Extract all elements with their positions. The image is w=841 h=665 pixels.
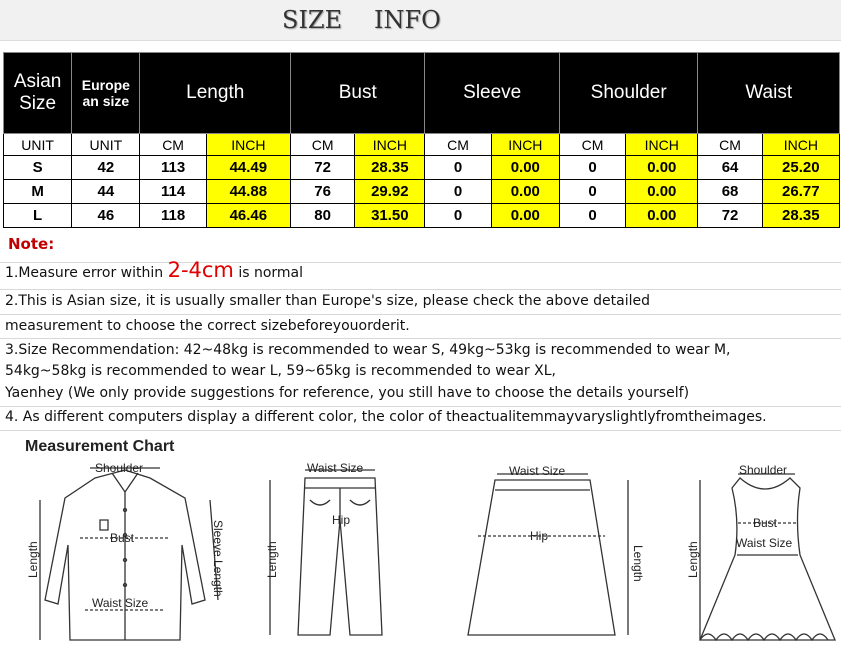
- cell: 80: [291, 204, 355, 228]
- header-row: [4, 53, 840, 134]
- cell: 25.20: [762, 156, 839, 180]
- cell: 0: [425, 156, 491, 180]
- cell: 0.00: [626, 204, 698, 228]
- note-2-line-1: 2.This is Asian size, it is usually smaller than Europe's size, please check the above detailed: [5, 293, 651, 309]
- cell: 44.49: [206, 156, 290, 180]
- skirt-hip-label: Hip: [530, 529, 549, 543]
- cell: 26.77: [762, 180, 839, 204]
- cell: 72: [291, 156, 355, 180]
- pants-waist-label: Waist Size: [307, 461, 364, 475]
- unit-cell: INCH: [206, 134, 290, 156]
- note-divider: [0, 430, 841, 431]
- header-europe-size: Europe an size: [72, 53, 140, 134]
- unit-cell: CM: [425, 134, 491, 156]
- cell: 0.00: [626, 180, 698, 204]
- cell: 46.46: [206, 204, 290, 228]
- dress-length-label: Length: [686, 541, 700, 578]
- cell: 0.00: [491, 204, 559, 228]
- note-1-post: is normal: [233, 265, 304, 281]
- header-bust: Bust: [291, 53, 425, 134]
- title-bar: [0, 0, 841, 41]
- skirt-waist-label: Waist Size: [509, 464, 566, 478]
- skirt-diagram: [468, 474, 628, 635]
- note-1-error-range: 2-4cm: [167, 258, 234, 282]
- size-table: [3, 52, 840, 228]
- header-waist: Waist: [698, 53, 840, 134]
- title-word-size: SIZE: [282, 6, 343, 34]
- table-row: [4, 156, 840, 180]
- note-divider: [0, 314, 841, 315]
- note-1-pre: 1.Measure error within: [5, 265, 168, 281]
- cell: 44: [72, 180, 140, 204]
- cell: 114: [140, 180, 206, 204]
- table-row: [4, 180, 840, 204]
- unit-cell: CM: [698, 134, 762, 156]
- note-divider: [0, 289, 841, 290]
- unit-cell: INCH: [762, 134, 839, 156]
- note-label: Note:: [8, 235, 55, 253]
- note-2-line-2: measurement to choose the correct sizebeforeyouorderit.: [5, 318, 410, 334]
- cell: 113: [140, 156, 206, 180]
- cell: 0: [559, 156, 625, 180]
- dress-diagram: [700, 474, 835, 640]
- dress-bust-label: Bust: [753, 516, 778, 530]
- cell: 0: [559, 180, 625, 204]
- header-asian-size: Asian Size: [4, 53, 72, 134]
- unit-cell: INCH: [355, 134, 425, 156]
- cell: M: [4, 180, 72, 204]
- unit-cell: INCH: [626, 134, 698, 156]
- skirt-length-label: Length: [631, 545, 645, 582]
- cell: 28.35: [762, 204, 839, 228]
- cell: 42: [72, 156, 140, 180]
- note-3-line-1: 3.Size Recommendation: 42~48kg is recommended to wear S, 49kg~53kg is recommended to wear M,: [5, 342, 731, 358]
- pants-length-label: Length: [265, 541, 279, 578]
- pants-hip-label: Hip: [332, 513, 351, 527]
- shirt-diagram: [40, 468, 218, 640]
- cell: 31.50: [355, 204, 425, 228]
- shirt-shoulder-label: Shoulder: [95, 461, 144, 475]
- header-shoulder: Shoulder: [559, 53, 697, 134]
- header-sleeve: Sleeve: [425, 53, 559, 134]
- note-3-line-3: Yaenhey (We only provide suggestions for reference, you still have to choose the details yourself): [5, 385, 690, 401]
- cell: 0.00: [626, 156, 698, 180]
- note-3-line-2: 54kg~58kg is recommended to wear L, 59~65kg is recommended to wear XL,: [5, 363, 556, 379]
- cell: 68: [698, 180, 762, 204]
- cell: 0.00: [491, 180, 559, 204]
- dress-waist-label: Waist Size: [736, 536, 793, 550]
- cell: 0: [425, 204, 491, 228]
- measurement-chart: [0, 432, 841, 665]
- cell: 44.88: [206, 180, 290, 204]
- cell: S: [4, 156, 72, 180]
- unit-cell: CM: [291, 134, 355, 156]
- unit-cell: INCH: [491, 134, 559, 156]
- shirt-waist-label: Waist Size: [92, 596, 149, 610]
- unit-cell: CM: [559, 134, 625, 156]
- note-divider: [0, 338, 841, 339]
- shirt-bust-label: Bust: [110, 531, 135, 545]
- header-length: Length: [140, 53, 291, 134]
- note-4: 4. As different computers display a different color, the color of theactualitemmayvaryslightlyfromtheimages.: [5, 409, 767, 425]
- cell: 64: [698, 156, 762, 180]
- title-word-info: INFO: [374, 6, 441, 34]
- cell: 118: [140, 204, 206, 228]
- measurement-chart-title: Measurement Chart: [25, 438, 175, 455]
- cell: 46: [72, 204, 140, 228]
- cell: 28.35: [355, 156, 425, 180]
- shirt-length-label: Length: [26, 541, 40, 578]
- cell: L: [4, 204, 72, 228]
- note-divider: [0, 406, 841, 407]
- dress-shoulder-label: Shoulder: [739, 463, 788, 477]
- note-1: [5, 258, 303, 282]
- unit-cell: UNIT: [72, 134, 140, 156]
- cell: 0.00: [491, 156, 559, 180]
- cell: 29.92: [355, 180, 425, 204]
- unit-row: [4, 134, 840, 156]
- unit-cell: UNIT: [4, 134, 72, 156]
- cell: 76: [291, 180, 355, 204]
- cell: 72: [698, 204, 762, 228]
- cell: 0: [559, 204, 625, 228]
- pants-diagram: [270, 470, 382, 635]
- shirt-sleeve-label: Sleeve Length: [211, 520, 225, 597]
- table-row: [4, 204, 840, 228]
- cell: 0: [425, 180, 491, 204]
- unit-cell: CM: [140, 134, 206, 156]
